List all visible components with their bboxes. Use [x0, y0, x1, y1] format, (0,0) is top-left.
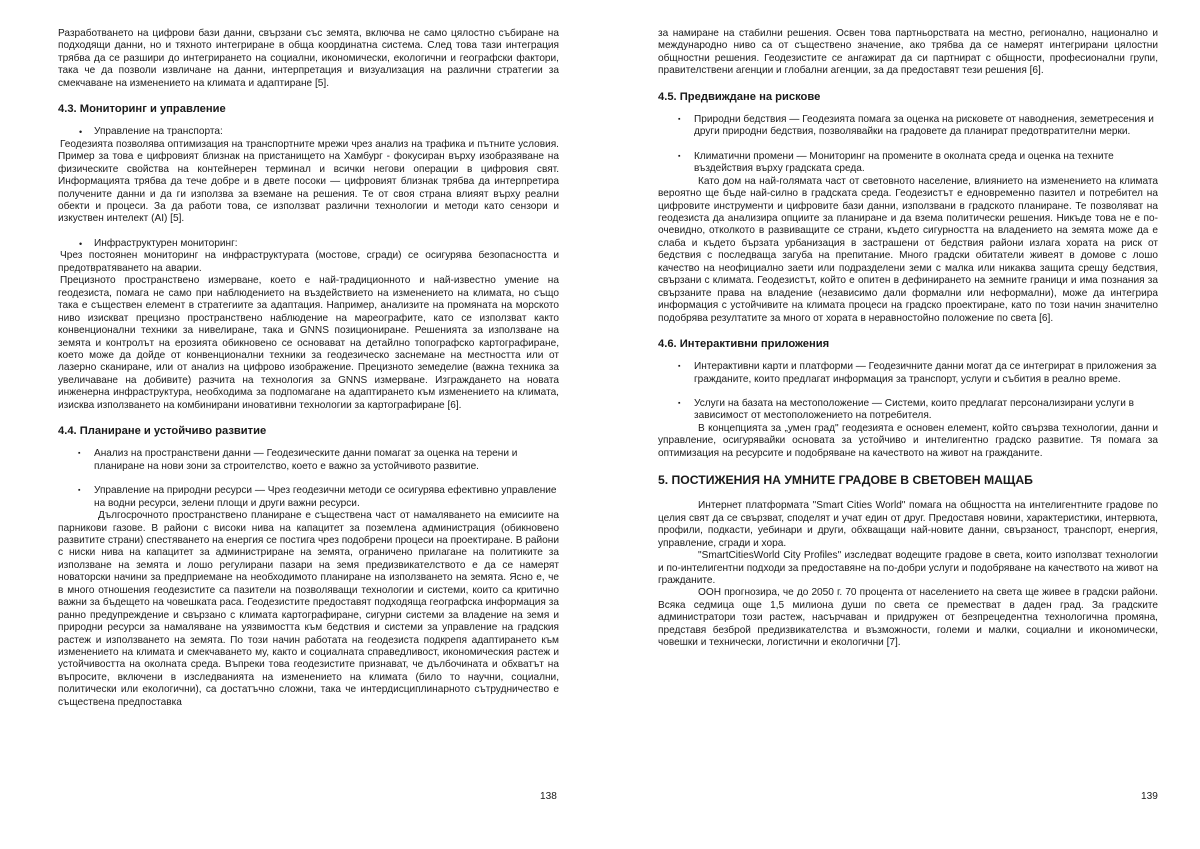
page-number-right: 139: [1141, 791, 1158, 802]
bullet-square-icon: ▪: [678, 363, 681, 371]
list-item: [58, 238, 559, 250]
section-4-6-heading: 4.6. Интерактивни приложения: [658, 338, 830, 351]
platform-paragraph: Интернет платформата "Smart Cities World" помага на общността на интелигентните градове по целия свят да се свързват, споделят и учат един от друг. Предоставя новини, характеристики, интервюта, профили, подкасти, уебинари и други, обхващащи най-новите данни, свързаност, транспорт, енергия, управление, сгради и хора.: [658, 500, 1158, 549]
section-4-4-heading: 4.4. Планиране и устойчиво развитие: [58, 425, 267, 438]
bullet-square-icon: ▪: [678, 115, 681, 123]
bullet-square-icon: ▪: [678, 399, 681, 407]
list-item: [658, 151, 1158, 176]
list-item: [658, 398, 1158, 423]
interactive-list: [658, 361, 1158, 423]
planning-list: [58, 448, 559, 510]
continuation-paragraph: за намиране на стабилни решения. Освен това партньорствата на местно, регионално, национално и международно ниво са от съществено значение, ако трябва да се намерят интегрирани цялостни общностни решения. Геодезистите се ангажират да си партнират с общности, професионални групи, правителствени агенции и глобални агенции, за да предоставят тези решения [6].: [658, 28, 1158, 77]
bullet-square-icon: ▪: [678, 152, 681, 160]
section-4-3-heading: 4.3. Мониторинг и управление: [58, 103, 226, 116]
page-number-left: 138: [540, 791, 557, 802]
infra-bullet-label: Инфраструктурен мониторинг:: [94, 237, 238, 249]
disasters-bullet: Природни бедствия — Геодезията помага за оценка на рисковете от наводнения, земетресения и други природни бедствия, позволявайки на градовете да планират предотвратителни мерки.: [694, 113, 1154, 138]
risk-list: [658, 114, 1158, 176]
section-4-5-heading: 4.5. Предвиждане на рискове: [658, 90, 821, 103]
smart-city-paragraph: В концепцията за „умен град" геодезията е основен елемент, който свързва технологии, данни и управление, осигурявайки основата за устойчиво и интелигентно градско развитие. Тя помага за оптимизация на ресурсите и подобряване на качеството на живот на гражданите.: [658, 422, 1158, 459]
section-5-heading: 5. ПОСТИЖЕНИЯ НА УМНИТЕ ГРАДОВЕ В СВЕТОВЕН МАЩАБ: [658, 473, 1033, 488]
list-item: [58, 448, 559, 473]
list-item: [658, 361, 1158, 386]
infra-list: [58, 238, 559, 250]
transport-bullet-label: Управление на транспорта:: [94, 126, 223, 138]
intro-paragraph: Разработването на цифрови бази данни, свързани със земята, включва не само цялостно събиране на подходящи данни, но и тяхното интегриране в обща координатна система. След това тази интеграция трябва да се разшири до интегрирането на социални, икономически, екологични и географски фактори, така че да позволи извличане на данни, интерпретация и визуализация на различни стратегии за смекчаване на изменението на климата и адаптиране [5].: [58, 28, 559, 89]
transport-list: [58, 126, 559, 138]
climate-bullet: Климатични промени — Мониторинг на промените в околната среда и оценка на техните въздействия върху градската среда.: [694, 150, 1114, 175]
location-bullet: Услуги на базата на местоположение — Системи, които предлагат персонализирани услуги в зависимост от местоположението на потребителя.: [694, 397, 1135, 422]
list-item: [658, 114, 1158, 139]
page-right: [658, 28, 1158, 828]
spatial-analysis-bullet: Анализ на пространствени данни — Геодезическите данни помагат за оценка на терени и планиране на нови зони за строителство, което е важно за устойчивото развитие.: [94, 448, 518, 472]
resources-bullet: Управление на природни ресурси — Чрез геодезични методи се осигурява ефективно управление на водни ресурси, зелени площи и други важни ресурси.: [94, 485, 557, 509]
transport-paragraph: Геодезията позволява оптимизация на транспортните мрежи чрез анализ на трафика и пътните условия. Пример за това е цифровият близнак на пристанището на Хамбург - фокусиран върху изобразяване на физическите свойства на контейнерен терминал и всички негови операции в цифровия свят. Информацията трябва да тече добре и в двете посоки — цифровият близнак трябва да интерпретира получените данни и да ги използва за вземане на решения. Те от своя страна влияят върху реални обекти и процеси. За да работи това, се използват различни технологии и методи като сензори и изкуствен интелект (AI) [5].: [58, 138, 559, 225]
bullet-square-icon: ▪: [78, 450, 81, 458]
longterm-paragraph: Дългосрочното пространствено планиране е съществена част от намаляването на емисиите на парникови газове. В райони с високи нива на капацитет за поземлена администрация (обикновено развитите страни) спестяването на енергия се постига чрез подобрени процеси на проектиране. В райони с ниски нива на капацитет за администриране на земята, ограничено прилагане на политиките за използване на земята и лошо регулирани пазари на земя предизвикателството е да се намерят новаторски начини за предприемане на необходимото планиране на използването на земята. Ясно е, че в много отношения геодезистите са пазители на позволяващи технологии и системи, които са критично важни за бъдещето на човешката раса. Геодезистите предоставят подходяща географска информация за ранно предупреждение и свързано с климата картографиране, сигурни системи за владение на земя и природни ресурси за намаляване на уязвимостта към бедствия и системи за управление на градския растеж и използването на земята. По този начин работата на геодезиста подкрепя адаптирането към изменението на климата и смекчаването му, както и социалната справедливост, икономическия растеж и устойчивостта на околната среда. Въпреки това геодезистите признават, че дълбочината и обхватът на въпросите, включени в изследванията на изменението на климата (било то научни, социални, политически или екологични), са достатъчно сложни, така че интердисциплинарното сътрудничество е съществена предпоставка: [58, 510, 559, 708]
bullet-square-icon: ▪: [78, 487, 81, 495]
infra-paragraph: Чрез постоянен мониторинг на инфраструктурата (мостове, сгради) се осигурява безопасността и предотвратяването на аварии.: [58, 250, 559, 274]
list-item: [58, 126, 559, 138]
maps-bullet: Интерактивни карти и платформи — Геодезичните данни могат да се интегрират в приложения за гражданите, които предлагат информация за транспорт, услуги и събития в реално време.: [694, 361, 1157, 385]
bullet-dot-icon: •: [79, 238, 83, 249]
profiles-paragraph: "SmartCitiesWorld City Profiles" изследват водещите градове в света, които използват технологии и по-интелигентни подходи за предоставяне на по-добри услуги и подобряване на качеството на живот на гражданите.: [658, 550, 1158, 586]
un-forecast-paragraph: ООН прогнозира, че до 2050 г. 70 процента от населението на света ще живее в градски райони. Всяка седмица още 1,5 милиона души по света се преместват в даден град. За градските администратори този растеж, насърчаван и придружен от безпрецедентна технологична промяна, представя безброй предизвикателства и възможности, големи и малки, социални и икономически, човешки и технически, логистични и екологични [7].: [658, 587, 1158, 649]
urban-home-paragraph: Като дом на най-голямата част от световното население, влиянието на изменението на климата вероятно ще бъде най-силно в градската среда. Геодезистът е едновременно пазител и потребител на цифровите инструменти и цифровите бази данни, използвани в градското планиране. Те позволяват на геодезиста да анализира опциите за планиране и да взема политически решения. Никъде това не е по-очевидно, отколкото в развиващите се страни, където сигурността на владението на земята може да е слаба и където бързата урбанизация в застрашени от бедствия райони излага хората на риск от бедствия с последваща загуба на препитание. Много градски обитатели живеят в домове с лошо качество на неофициално заети или подразделени земи с малка или никаква защита срещу бедствия, свързани с климата. Геодезистът, който е опитен в дефинирането на земните граници и има познания за свързаните права на владение (независимо дали формални или неформални), може да интегрира информация с устойчивите на климата процеси на градско проектиране, като по този начин значително подобрява резултатите за много от хората в неравностойно положение по света [6].: [658, 175, 1158, 324]
bullet-dot-icon: •: [79, 127, 83, 138]
list-item: [58, 485, 559, 510]
page-left: [58, 28, 559, 828]
precision-paragraph: Прецизното пространствено измерване, което е най-традиционното и най-известно умение на геодезиста, помага не само при наблюдението на въздействието на изменението на климата, но също така е съществен елемент в стратегиите за адаптация. Например, анализите на промяната на морското ниво изискват прецизно пространствено наблюдение на мареографите, като се използват както конвенционални техники за нивелиране, така и GNNS позициониране. Решенията за използване на земята и контролът на ерозията обикновено се основават на детайлно топографско картографиране, което може да дойде от конвенционални техники за геодезическо заснемане на местността или от лазерно сканиране, или от анализ на цифрово изображение. Прецизното земеделие (важна техника за увеличаване на добивите) разчита на технология за GNNS измерване. Изграждането на новата инженерна инфраструктура, необходима за подпомагане на адаптирането към изменението на климата, изисква използването на комбинирани иновативни технологии за картографиране [6].: [58, 275, 559, 411]
